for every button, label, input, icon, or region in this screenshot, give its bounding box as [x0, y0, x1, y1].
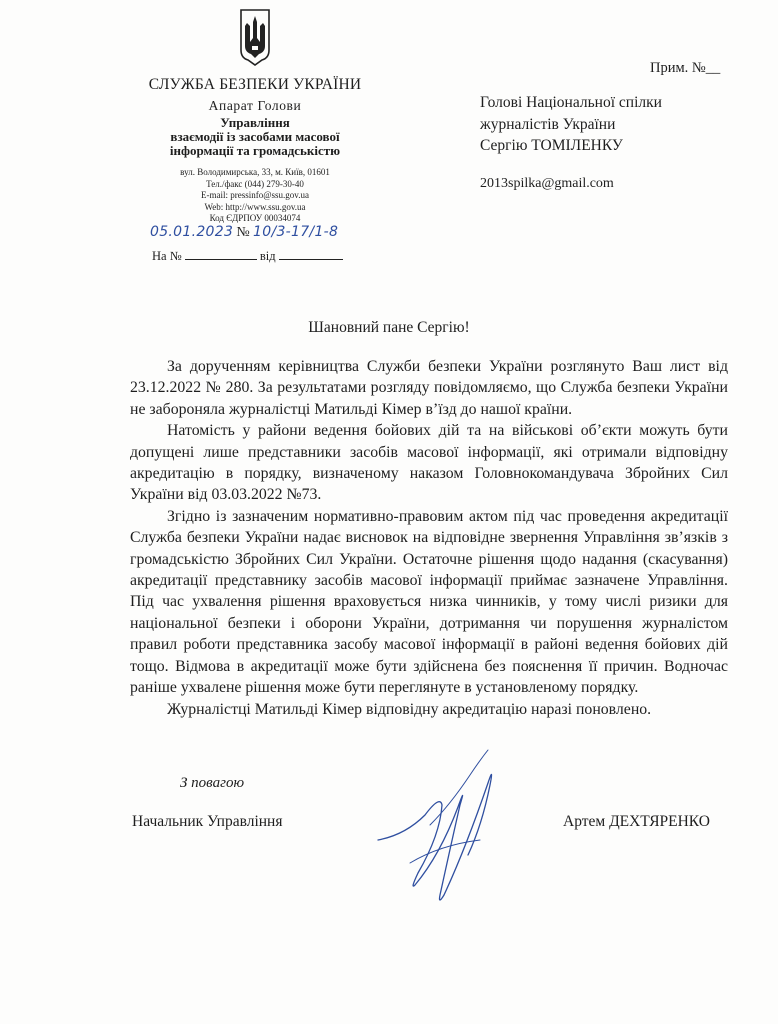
- contact-email: E-mail: pressinfo@ssu.gov.ua: [201, 190, 309, 201]
- addressee-line-2: журналістів України: [480, 115, 616, 133]
- department-line-3: інформації та громадськістю: [169, 143, 341, 158]
- salutation: Шановний пане Сергію!: [308, 319, 470, 336]
- department-name: [140, 116, 370, 158]
- org-name: СЛУЖБА БЕЗПЕКИ УКРАЇНИ: [148, 76, 362, 93]
- number-sign: №: [236, 225, 250, 240]
- handwritten-signature-icon: [370, 745, 520, 910]
- body-paragraph-2: Натомість у райони ведення бойових дій та на військові об’єкти можуть бути допущені лише представники засобів масової інформації, які отримали відповідну акредитацію в порядку, визначеному наказом Головнокомандувача Збройних Сил України від 03.03.2022 №73.: [130, 422, 728, 504]
- trident-icon: [238, 8, 272, 66]
- closing-regards: З повагою: [180, 775, 245, 791]
- addressee-email: 2013spilka@gmail.com: [480, 176, 614, 191]
- registration-date: 05.01.2023: [150, 224, 234, 240]
- reference-date-label: від: [259, 249, 276, 263]
- address: вул. Володимирська, 33, м. Київ, 01601: [180, 167, 330, 177]
- body-paragraph-1: За дорученням керівництва Служби безпеки України розглянуто Ваш лист від 23.12.2022 № 280. За результатами розгляду повідомляємо, що Служба безпеки України не забороняла журналістці Матильді Кімер в’їзд до нашої країни.: [130, 358, 728, 418]
- letterhead: [140, 8, 370, 225]
- edrpou-code: Код ЄДРПОУ 00034074: [209, 213, 301, 224]
- apparatus-line: Апарат Голови: [208, 98, 302, 113]
- reference-prefix: На №: [152, 249, 182, 263]
- reference-date-blank: [279, 249, 343, 260]
- department-line-2: взаємодії із засобами масової: [170, 129, 340, 144]
- website: Web: http://www.ssu.gov.ua: [204, 201, 306, 212]
- addressee-line-3: Сергію ТОМІЛЕНКУ: [480, 137, 623, 154]
- body-paragraph-3: Згідно із зазначеним нормативно-правовим актом під час проведення акредитації Служба безпеки України надає висновок на відповідне звернення Управління зв’язків з громадськістю Збройних Сил України. Остаточне рішення щодо надання (скасування) акредитації представнику засобів масової інформації приймає зазначене Управління. Під час ухвалення рішення враховується низка чинників, у тому числі ризики для національної безпеки і оборони України, дотримання чи порушення журналістом правил роботи представника засобу масової інформації в районі ведення бойових дій тощо. Відмова в акредитації може бути здійснена без пояснення її причин. Водночас раніше ухвалене рішення може бути переглянуте в установленому порядку.: [130, 507, 728, 697]
- registration-number: 10/3-17/1-8: [253, 224, 339, 240]
- signer-position: Начальник Управління: [132, 813, 283, 830]
- copy-number: Прим. №__: [650, 60, 721, 76]
- reference-line: [152, 249, 343, 264]
- body-paragraph-4: Журналістці Матильді Кімер відповідну акредитацію наразі поновлено.: [167, 700, 652, 718]
- signer-name: Артем ДЕХТЯРЕНКО: [563, 813, 710, 830]
- reference-number-blank: [185, 249, 257, 260]
- addressee-line-1: Голові Національної спілки: [480, 94, 662, 111]
- phone: Тел./факс (044) 279-30-40: [206, 178, 304, 189]
- addressee-block: [480, 92, 662, 157]
- department-line-1: Управління: [220, 115, 290, 130]
- contact-block: [140, 167, 370, 225]
- letter-body: [130, 356, 728, 720]
- registration-line: [150, 224, 338, 241]
